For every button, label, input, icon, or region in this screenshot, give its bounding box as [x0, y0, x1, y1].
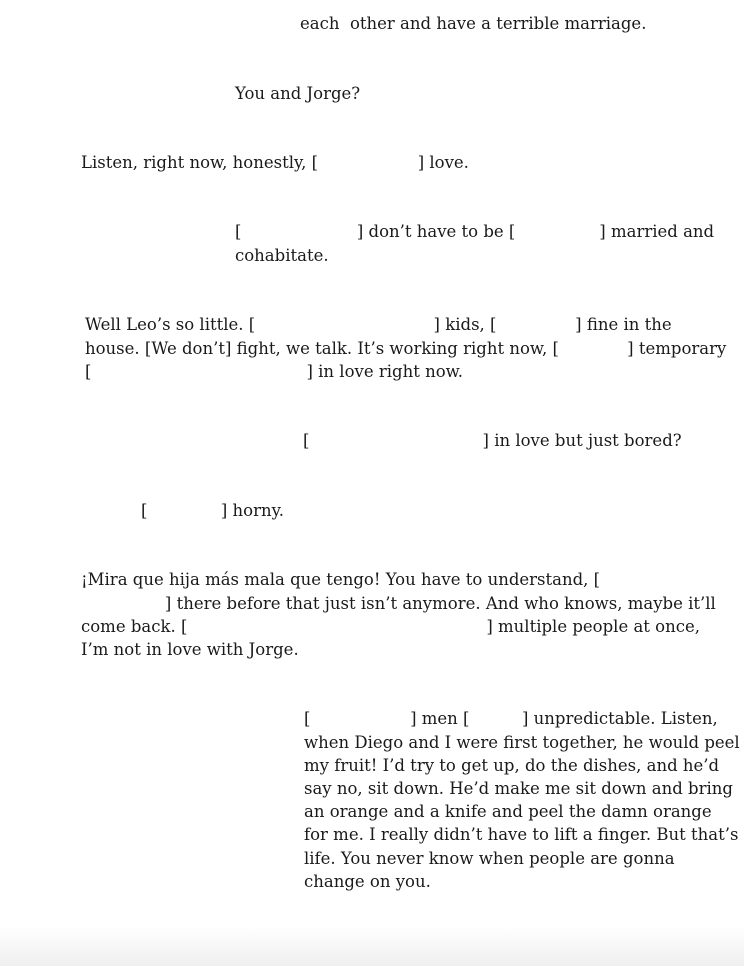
text-line: ¡Mira que hija más mala que tengo! You have to understand, [: [81, 570, 601, 589]
text-line: for me. I really didn’t have to lift a finger. But that’s: [304, 825, 739, 844]
text-line: [ ] in love but just bored?: [303, 431, 682, 450]
text-line: change on you.: [304, 872, 431, 891]
text-line: [ ] men [ ] unpredictable. Listen,: [304, 709, 718, 728]
text-line: say no, sit down. He’d make me sit down and bring: [304, 779, 733, 798]
text-line: come back. [ ] multiple people at once,: [81, 617, 700, 636]
text-line: Listen, right now, honestly, [ ] love.: [81, 153, 469, 172]
text-line: ] there before that just isn’t anymore. And who knows, maybe it’ll: [81, 594, 716, 613]
text-line: my fruit! I’d try to get up, do the dishes, and he’d: [304, 756, 720, 775]
text-line: each other and have a terrible marriage.: [300, 14, 647, 33]
text-line: an orange and a knife and peel the damn orange: [304, 802, 712, 821]
text-line: You and Jorge?: [235, 84, 361, 103]
text-line: [ ] don’t have to be [ ] married and: [235, 222, 715, 241]
text-line: house. [We don’t] fight, we talk. It’s working right now, [ ] temporary: [85, 339, 727, 358]
text-line: [ ] in love right now.: [85, 362, 464, 381]
page-bottom-shadow: [0, 926, 744, 966]
text-line: [ ] horny.: [141, 501, 284, 520]
text-line: life. You never know when people are gonna: [304, 849, 675, 868]
text-line: when Diego and I were first together, he would peel: [304, 733, 740, 752]
text-line: Well Leo’s so little. [ ] kids, [ ] fine in the: [85, 315, 672, 334]
text-line: cohabitate.: [235, 246, 329, 265]
text-line: I’m not in love with Jorge.: [81, 640, 299, 659]
